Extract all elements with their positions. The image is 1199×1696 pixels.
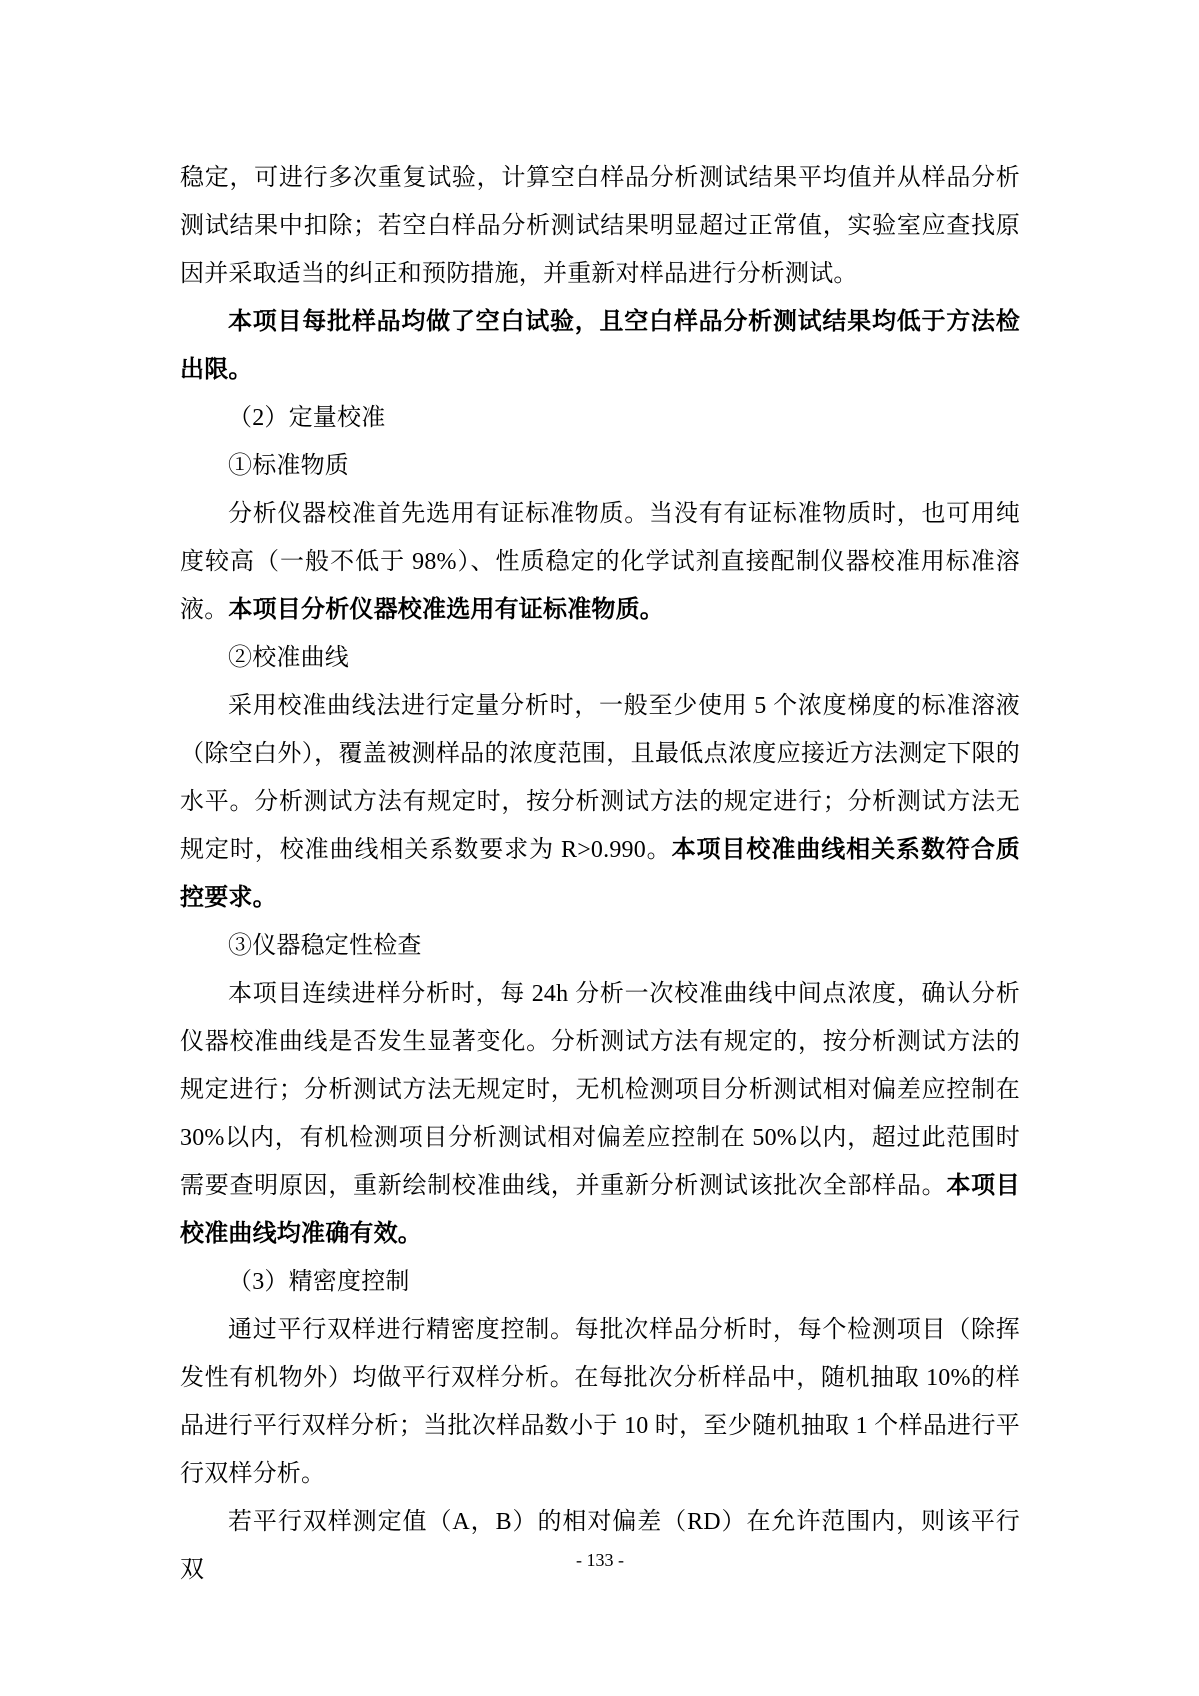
text-run: ①标准物质 xyxy=(228,453,349,479)
text-run: （2）定量校准 xyxy=(228,405,386,431)
paragraph xyxy=(180,298,1020,394)
text-run-bold: 本项目每批样品均做了空白试验，且空白样品分析测试结果均低于方法检出限。 xyxy=(180,309,1020,383)
paragraph xyxy=(180,490,1020,634)
text-run-bold: 本项目分析仪器校准选用有证标准物质。 xyxy=(228,597,665,623)
text-run: 若平行双样测定值（A，B）的相对偏差（RD）在允许范围内，则该平行双 xyxy=(180,1509,1020,1583)
text-run: 分析仪器校准首先选用有证标准物质。当没有有证标准物质时，也可用纯度较高（一般不低于 98%）、性质稳定的化学试剂直接配制仪器校准用标准溶液。 xyxy=(180,501,1020,623)
text-run: 本项目连续进样分析时，每 24h 分析一次校准曲线中间点浓度，确认分析仪器校准曲线是否发生显著变化。分析测试方法有规定的，按分析测试方法的规定进行；分析测试方法无规定时，无机检测项目分析测试相对偏差应控制在 30%以内，有机检测项目分析测试相对偏差应控制在 50%以内，超过此范围时需要查明原因，重新绘制校准曲线，并重新分析测试该批次全部样品。 xyxy=(180,981,1020,1199)
paragraph xyxy=(180,394,1020,442)
paragraph xyxy=(180,970,1020,1258)
paragraph xyxy=(180,682,1020,922)
paragraph xyxy=(180,442,1020,490)
text-run-bold: 本项目校准曲线相关系数符合质控要求。 xyxy=(180,837,1020,911)
text-run: 通过平行双样进行精密度控制。每批次样品分析时，每个检测项目（除挥发性有机物外）均做平行双样分析。在每批次分析样品中，随机抽取 10%的样品进行平行双样分析；当批次样品数小于 10 时，至少随机抽取 1 个样品进行平行双样分析。 xyxy=(180,1317,1020,1487)
paragraph xyxy=(180,1258,1020,1306)
document-body xyxy=(180,154,1020,1594)
text-run: 稳定，可进行多次重复试验，计算空白样品分析测试结果平均值并从样品分析测试结果中扣除；若空白样品分析测试结果明显超过正常值，实验室应查找原因并采取适当的纠正和预防措施，并重新对样品进行分析测试。 xyxy=(180,165,1020,287)
paragraph xyxy=(180,922,1020,970)
text-run: ②校准曲线 xyxy=(228,645,349,671)
text-run: ③仪器稳定性检查 xyxy=(228,933,422,959)
paragraph xyxy=(180,634,1020,682)
text-run: （3）精密度控制 xyxy=(228,1269,410,1295)
text-run-bold: 本项目校准曲线均准确有效。 xyxy=(180,1173,1020,1247)
paragraph xyxy=(180,1498,1020,1594)
page-number: - 133 - xyxy=(576,1550,624,1570)
text-run: 采用校准曲线法进行定量分析时，一般至少使用 5 个浓度梯度的标准溶液（除空白外），覆盖被测样品的浓度范围，且最低点浓度应接近方法测定下限的水平。分析测试方法有规定时，按分析测试方法的规定进行；分析测试方法无规定时，校准曲线相关系数要求为 R>0.990。 xyxy=(180,693,1020,863)
paragraph xyxy=(180,154,1020,298)
paragraph xyxy=(180,1306,1020,1498)
